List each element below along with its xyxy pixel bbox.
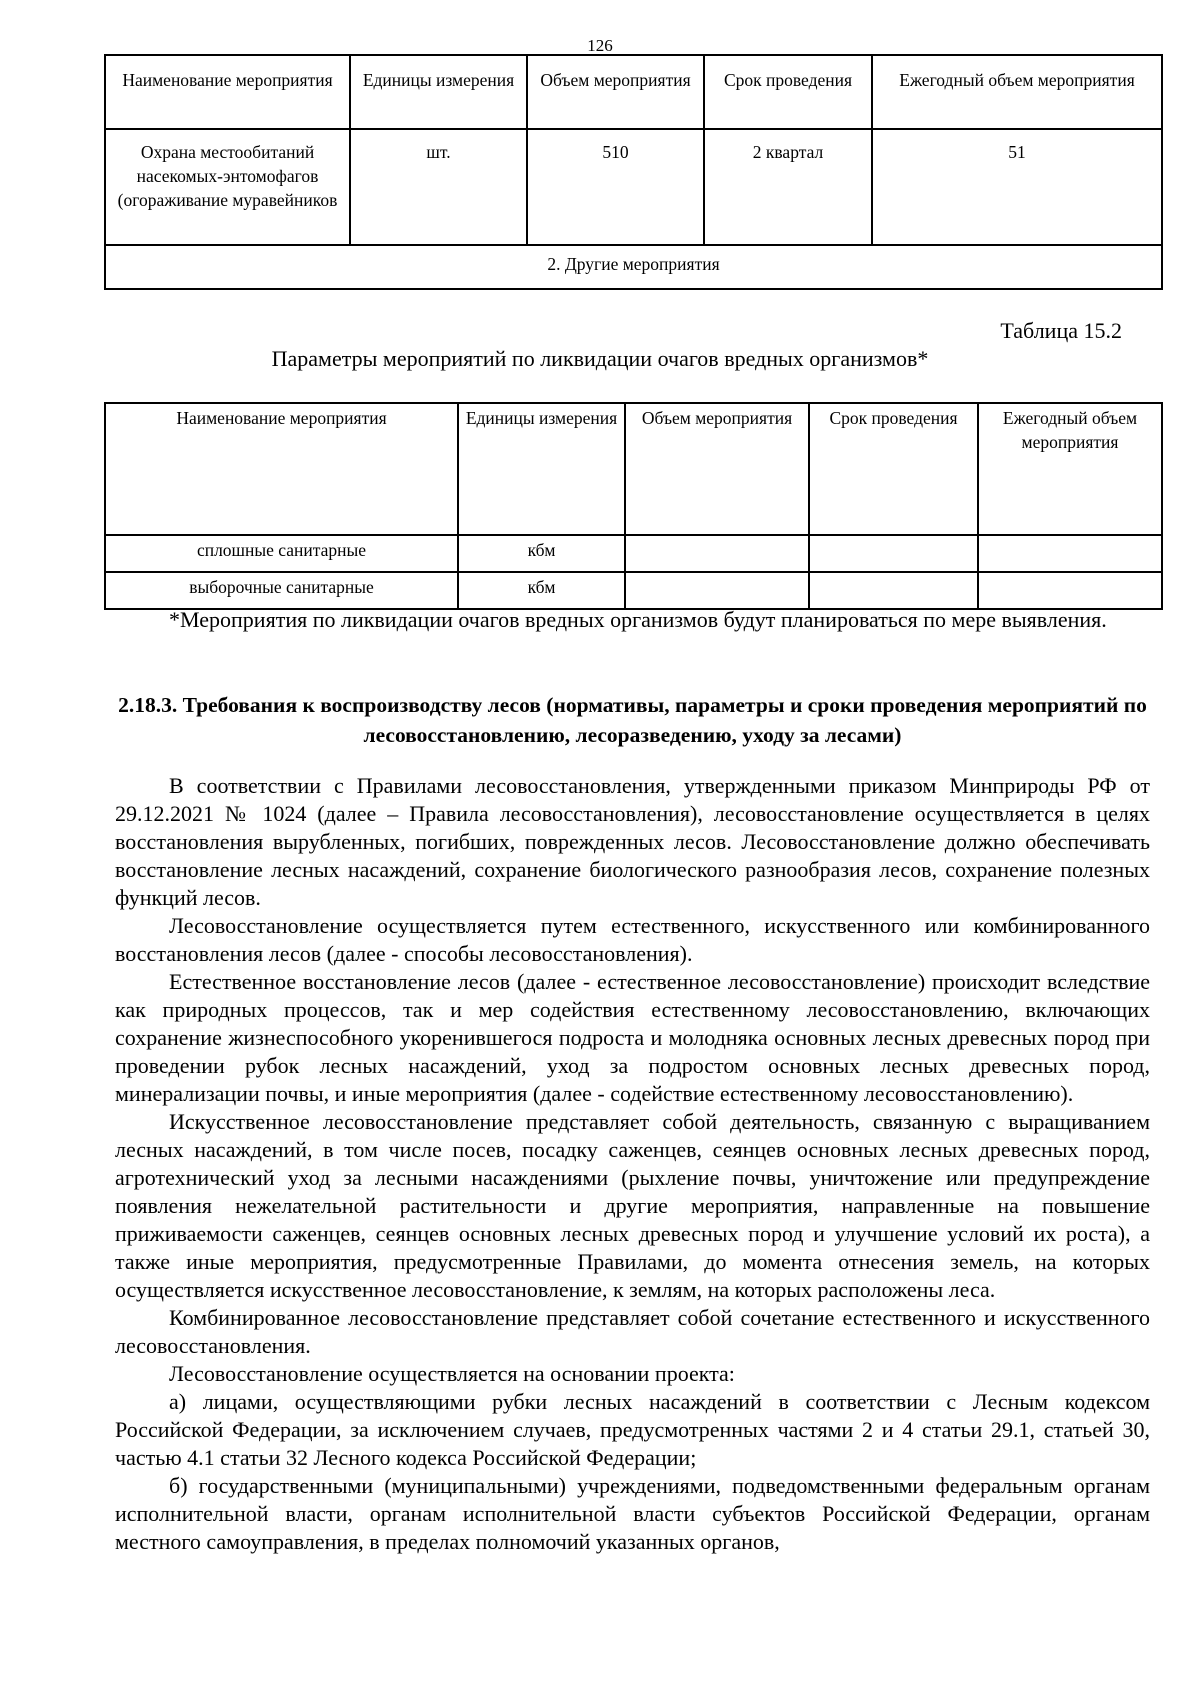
page-number: 126 xyxy=(587,36,613,55)
table-cell: кбм xyxy=(458,535,625,572)
header-cell: Срок проведения xyxy=(809,403,978,535)
table-cell: 51 xyxy=(872,129,1162,245)
table-label: Таблица 15.2 xyxy=(1000,318,1122,343)
table-header-row xyxy=(105,55,1162,129)
table-cell xyxy=(809,572,978,609)
header-cell: Наименование мероприятия xyxy=(105,403,458,535)
table-cell xyxy=(625,572,809,609)
paragraph: Комбинированное лесовосстановление представляет собой сочетание естественного и искусственного лесовосстановления. xyxy=(115,1305,1150,1358)
table-cell xyxy=(625,535,809,572)
section-cell: 2. Другие мероприятия xyxy=(105,245,1162,289)
paragraph: Лесовосстановление осуществляется на основании проекта: xyxy=(169,1361,735,1386)
table-cell: сплошные санитарные xyxy=(105,535,458,572)
table-section-row xyxy=(105,245,1162,289)
header-cell: Единицы измерения xyxy=(350,55,527,129)
table-title: Параметры мероприятий по ликвидации очагов вредных организмов* xyxy=(271,346,929,371)
paragraph: Естественное восстановление лесов (далее - естественное лесовосстановление) происходит вследствие как природных процессов, так и мер содействия естественному лесовосстановлению, включающих сохранение жизнеспособного укоренившегося подроста и молодняка основных лесных древесных пород при проведении рубок лесных насаждений, уход за подростом основных лесных древесных пород, минерализации почвы, и иные мероприятия (далее - содействие естественному лесовосстановлению). xyxy=(115,969,1150,1106)
table-cell xyxy=(978,535,1162,572)
table-row xyxy=(105,129,1162,245)
table-cell: кбм xyxy=(458,572,625,609)
activities-table xyxy=(104,54,1163,290)
paragraph: б) государственными (муниципальными) учреждениями, подведомственными федеральным органам исполнительной власти, органам исполнительной власти субъектов Российской Федерации, органам местного самоуправления, в пределах полномочий указанных органов, xyxy=(115,1473,1150,1554)
header-cell: Ежегодный объем мероприятия xyxy=(872,55,1162,129)
table-cell xyxy=(978,572,1162,609)
table-header-row xyxy=(105,403,1162,535)
paragraph: Лесовосстановление осуществляется путем естественного, искусственного или комбинированного восстановления лесов (далее - способы лесовосстановления). xyxy=(115,913,1150,966)
paragraph: В соответствии с Правилами лесовосстановления, утвержденными приказом Минприроды РФ от 29.12.2021 № 1024 (далее – Правила лесовосстановления), лесовосстановление осуществляется в целях восстановления вырубленных, погибших, поврежденных лесов. Лесовосстановление должно обеспечивать восстановление лесных насаждений, сохранение биологического разнообразия лесов, сохранение полезных функций лесов. xyxy=(115,773,1150,910)
footnote-text: *Мероприятия по ликвидации очагов вредных организмов будут планироваться по мере выявления. xyxy=(169,607,1107,632)
table-row xyxy=(105,535,1162,572)
table-cell: 510 xyxy=(527,129,704,245)
header-cell: Единицы измерения xyxy=(458,403,625,535)
section-heading: 2.18.3. Требования к воспроизводству лесов (нормативы, параметры и сроки проведения мероприятий по лесовосстановлению, лесоразведению, уходу за лесами) xyxy=(118,693,1147,747)
header-cell: Объем мероприятия xyxy=(625,403,809,535)
table-cell xyxy=(809,535,978,572)
table-cell: выборочные санитарные xyxy=(105,572,458,609)
table-cell: Охрана местообитаний насекомых-энтомофагов (огораживание муравейников xyxy=(105,129,350,245)
paragraph: а) лицами, осуществляющими рубки лесных насаждений в соответствии с Лесным кодексом Российской Федерации, за исключением случаев, предусмотренных частями 2 и 4 статьи 29.1, статьей 30, частью 4.1 статьи 32 Лесного кодекса Российской Федерации; xyxy=(115,1389,1150,1470)
paragraph: Искусственное лесовосстановление представляет собой деятельность, связанную с выращиванием лесных насаждений, в том числе посев, посадку саженцев, сеянцев основных лесных древесных пород, агротехнический уход за лесными насаждениями (рыхление почвы, уничтожение или предупреждение появления нежелательной растительности и другие мероприятия, направленные на повышение приживаемости саженцев, сеянцев основных лесных древесных пород и улучшение условий их роста), а также иные мероприятия, предусмотренные Правилами, до момента отнесения земель, на которых осуществляется искусственное лесовосстановление, к землям, на которых расположены леса. xyxy=(115,1109,1150,1302)
pest-control-table xyxy=(104,402,1163,610)
body-text xyxy=(115,772,1150,1556)
table-cell: 2 квартал xyxy=(704,129,872,245)
table-cell: шт. xyxy=(350,129,527,245)
header-cell: Объем мероприятия xyxy=(527,55,704,129)
table-row xyxy=(105,572,1162,609)
footnote xyxy=(115,606,1150,633)
header-cell: Наименование мероприятия xyxy=(105,55,350,129)
header-cell: Срок проведения xyxy=(704,55,872,129)
header-cell: Ежегодный объем мероприятия xyxy=(978,403,1162,535)
